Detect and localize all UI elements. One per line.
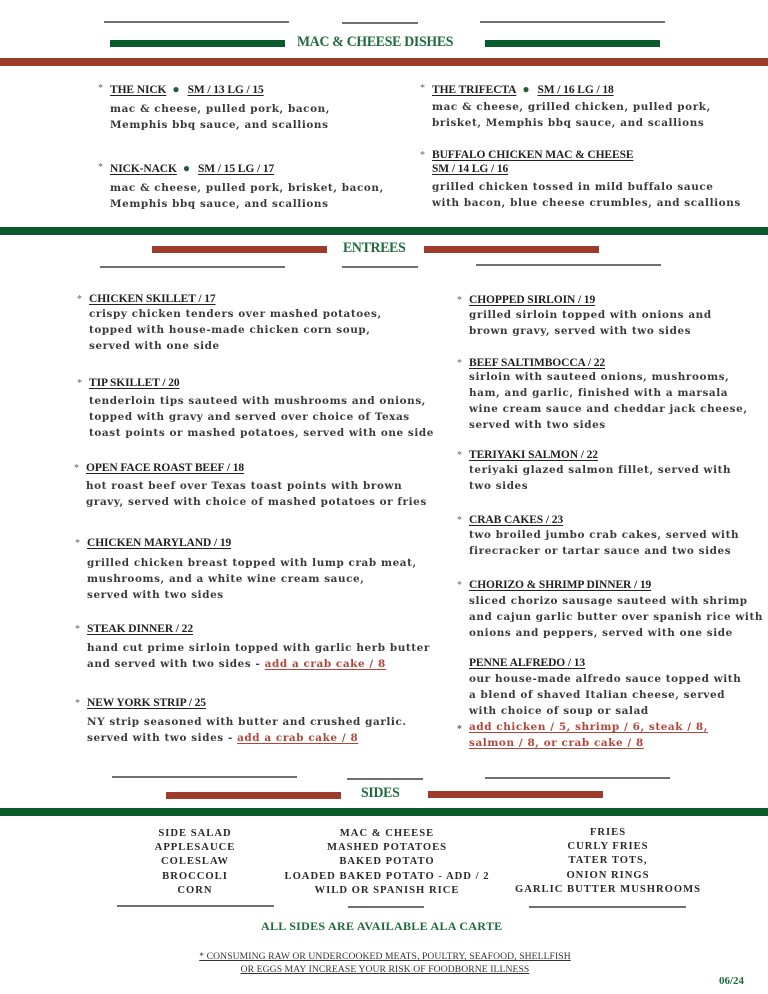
menu-item-new-york-strip (75, 697, 407, 746)
asterisk-icon: * (77, 294, 82, 305)
asterisk-icon: * (457, 295, 462, 306)
asterisk-icon: * (457, 358, 462, 369)
asterisk-icon: * (77, 378, 82, 389)
menu-item-teriyaki-salmon (457, 449, 732, 494)
item-description: sirloin with sauteed onions, mushrooms, ham, and garlic, finished with a marsala wine cream sauce and cheddar jack cheese, served with two sides (469, 371, 748, 431)
divider (112, 776, 297, 778)
sides-column-2 (262, 827, 512, 898)
menu-item-chicken-maryland (75, 537, 417, 603)
menu-item-nick-nack (98, 161, 384, 212)
side-item: SIDE SALAD (158, 828, 232, 839)
divider (347, 778, 423, 780)
item-name: CRAB CAKES / 23 (469, 514, 564, 526)
asterisk-icon: * (75, 624, 80, 635)
side-item: FRIES (589, 827, 627, 838)
sides-column-3 (505, 826, 711, 897)
item-description: hand cut prime sirloin topped with garlic herb butter and served with two sides - add a crab cake / 8 (87, 642, 430, 670)
item-name: OPEN FACE ROAST BEEF / 18 (86, 462, 244, 474)
item-name: NICK-NACK ● SM / 15 LG / 17 (110, 161, 275, 175)
item-description: mac & cheese, grilled chicken, pulled pork, brisket, Memphis bbq sauce, and scallions (432, 101, 711, 129)
item-description: mac & cheese, pulled pork, brisket, bacon, Memphis bbq sauce, and scallions (110, 182, 384, 210)
asterisk-icon: * (75, 698, 80, 709)
side-item: BAKED POTATO (339, 856, 435, 868)
side-item: CURLY FRIES (567, 841, 649, 853)
divider (480, 21, 665, 23)
divider (342, 22, 418, 24)
menu-item-open-face-roast-beef (74, 462, 427, 510)
item-description: teriyaki glazed salmon fillet, served with two sides (469, 464, 732, 492)
add-protein-link[interactable]: salmon / 8, or crab cake / 8 (469, 737, 644, 749)
food-safety-warning: * CONSUMING RAW OR UNDERCOOKED MEATS, POULTRY, SEAFOOD, SHELLFISH OR EGGS MAY INCREASE YOUR RISK OF FOODBORNE ILLNESS (199, 951, 571, 975)
green-bar (485, 40, 660, 47)
ala-carte-note: ALL SIDES ARE AVAILABLE ALA CARTE (261, 919, 503, 933)
green-bar (110, 40, 285, 47)
add-crab-cake-link[interactable]: add a crab cake / 8 (237, 732, 359, 744)
red-bar (424, 246, 599, 253)
divider (476, 264, 661, 266)
addon-options (457, 719, 741, 751)
item-description: mac & cheese, pulled pork, bacon, Memphis bbq sauce, and scallions (110, 103, 331, 131)
asterisk-icon: * (457, 724, 463, 735)
item-description: crispy chicken tenders over mashed potatoes, topped with house-made chicken corn soup, served with one side (89, 308, 382, 352)
divider (485, 777, 670, 779)
green-band (0, 227, 768, 235)
menu-item-penne-alfredo (457, 657, 742, 751)
item-price: SM / 14 LG / 16 (432, 163, 509, 175)
item-name: THE TRIFECTA ● SM / 16 LG / 18 (432, 82, 614, 96)
side-item: TATER TOTS, (568, 855, 648, 867)
menu-item-buffalo-chicken-mac (420, 149, 741, 211)
item-description: NY strip seasoned with butter and crushed garlic. served with two sides - add a crab cake / 8 (87, 716, 407, 744)
item-name: CHOPPED SIRLOIN / 19 (469, 294, 596, 306)
asterisk-icon: * (98, 83, 103, 94)
item-name: TERIYAKI SALMON / 22 (469, 449, 598, 461)
asterisk-icon: * (75, 538, 80, 549)
side-item: MAC & CHEESE (339, 828, 435, 839)
green-dot-icon: ● (182, 161, 190, 175)
item-description: tenderloin tips sauteed with mushrooms and onions, topped with gravy and served over choice of Texas toast points or mashed potatoes, served with one side (89, 395, 435, 439)
side-item: CORN (177, 884, 213, 896)
item-name: BUFFALO CHICKEN MAC & CHEESE (432, 149, 634, 161)
side-item: COLESLAW (160, 856, 230, 868)
item-description: two broiled jumbo crab cakes, served with firecracker or tartar sauce and two sides (469, 529, 740, 557)
item-description: grilled chicken tossed in mild buffalo sauce with bacon, blue cheese crumbles, and scallions (432, 181, 741, 209)
green-dot-icon: ● (172, 82, 180, 96)
item-name: TIP SKILLET / 20 (89, 377, 180, 389)
divider (348, 906, 424, 908)
asterisk-icon: * (457, 515, 462, 526)
red-bar (428, 791, 603, 798)
side-item: BROCCOLI (162, 870, 228, 882)
menu-item-beef-saltimbocca (457, 357, 748, 433)
side-item: GARLIC BUTTER MUSHROOMS (514, 883, 702, 895)
menu-item-tip-skillet (77, 377, 435, 441)
side-item: WILD OR SPANISH RICE (314, 884, 460, 896)
item-name: BEEF SALTIMBOCCA / 22 (469, 357, 606, 369)
asterisk-icon: * (457, 580, 462, 591)
menu-item-chorizo-shrimp (457, 579, 764, 641)
item-name: PENNE ALFREDO / 13 (469, 657, 586, 669)
section-title-sides: SIDES (361, 785, 400, 801)
section-title-entrees: ENTREES (343, 240, 406, 256)
menu-item-chopped-sirloin (457, 294, 712, 339)
item-description: our house-made alfredo sauce topped with a blend of shaved Italian cheese, served with choice of soup or salad (469, 673, 742, 717)
item-name: CHICKEN MARYLAND / 19 (87, 537, 232, 549)
item-description: grilled chicken breast topped with lump crab meat, mushrooms, and a white wine cream sauce, served with two sides (87, 557, 417, 601)
item-name: NEW YORK STRIP / 25 (87, 697, 206, 709)
divider (117, 905, 274, 907)
item-name: CHICKEN SKILLET / 17 (89, 293, 216, 305)
green-dot-icon: ● (522, 82, 530, 96)
asterisk-icon: * (457, 450, 462, 461)
item-description: grilled sirloin topped with onions and brown gravy, served with two sides (469, 309, 712, 337)
menu-date: 06/24 (719, 975, 745, 987)
side-item: ONION RINGS (566, 869, 650, 881)
item-name: CHORIZO & SHRIMP DINNER / 19 (469, 579, 652, 591)
asterisk-icon: * (98, 162, 103, 173)
asterisk-icon: * (420, 150, 425, 161)
asterisk-icon: * (420, 83, 425, 94)
red-bar (166, 792, 341, 799)
add-protein-link[interactable]: add chicken / 5, shrimp / 6, steak / 8, (469, 721, 708, 733)
menu-item-chicken-skillet (77, 293, 382, 354)
item-name: THE NICK ● SM / 13 LG / 15 (110, 82, 264, 96)
divider (342, 266, 418, 268)
menu-item-steak-dinner (75, 623, 430, 672)
asterisk-icon: * (74, 463, 79, 474)
divider (529, 906, 686, 908)
green-band (0, 808, 768, 816)
side-item: MASHED POTATOES (326, 842, 448, 854)
red-bar (152, 246, 327, 253)
side-item: LOADED BAKED POTATO - ADD / 2 (284, 870, 490, 882)
divider (100, 266, 285, 268)
divider (104, 21, 289, 23)
item-name: STEAK DINNER / 22 (87, 623, 193, 635)
side-item: APPLESAUCE (154, 842, 236, 854)
menu-item-the-nick (98, 82, 331, 133)
add-crab-cake-link[interactable]: add a crab cake / 8 (264, 658, 386, 670)
menu-item-the-trifecta (420, 82, 711, 131)
item-description: hot roast beef over Texas toast points with brown gravy, served with choice of mashed potatoes or fries (86, 480, 427, 508)
item-description: sliced chorizo sausage sauteed with shrimp and cajun garlic butter over spanish rice with onions and peppers, served with one side (469, 595, 764, 639)
menu-item-crab-cakes (457, 514, 740, 559)
sides-column-1 (130, 827, 260, 898)
section-title-mac-cheese: MAC & CHEESE DISHES (297, 34, 454, 50)
red-band (0, 58, 768, 66)
